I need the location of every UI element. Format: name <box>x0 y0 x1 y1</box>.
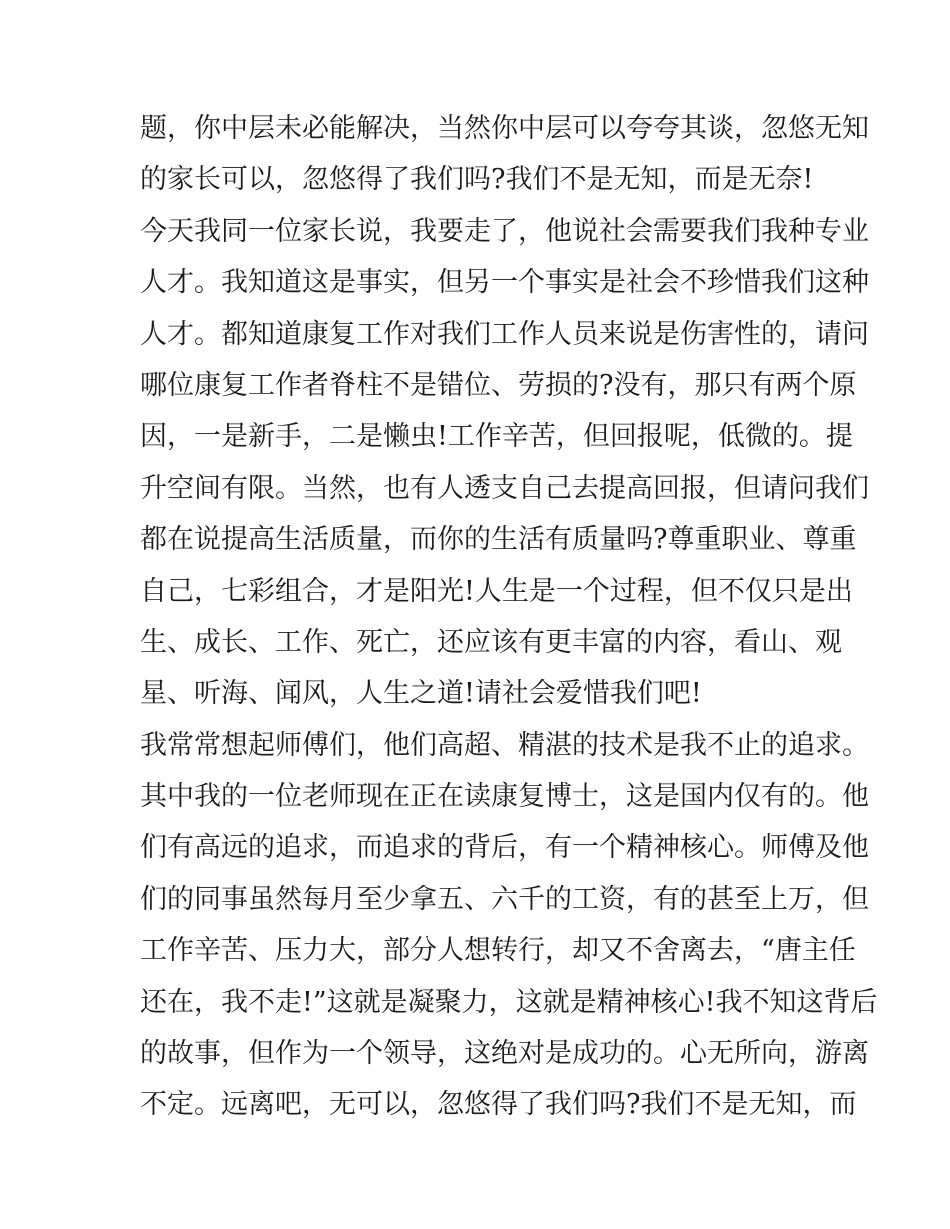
text-line: 今天我同一位家长说，我要走了，他说社会需要我们我种专业 <box>140 215 869 247</box>
text-line: 其中我的一位老师现在正在读康复博士，这是国内仅有的。他 <box>140 781 869 813</box>
body-text <box>140 103 878 1131</box>
text-line: 自己，七彩组合，才是阳光!人生是一个过程，但不仅只是出 <box>140 575 853 607</box>
text-line: 题，你中层未必能解决，当然你中层可以夸夸其谈，忽悠无知 <box>140 113 869 144</box>
text-line: 升空间有限。当然，也有人透支自己去提高回报，但请问我们 <box>140 472 869 504</box>
text-line: 生、成长、工作、死亡，还应该有更丰富的内容，看山、观 <box>140 626 842 658</box>
text-line: 星、听海、闻风，人生之道!请社会爱惜我们吧! <box>140 678 702 710</box>
text-line: 我常常想起师傅们，他们高超、精湛的技术是我不止的追求。 <box>140 729 869 761</box>
text-line: 不定。远离吧，无可以，忽悠得了我们吗?我们不是无知，而 <box>140 1089 857 1121</box>
text-line: 因，一是新手，二是懒虫!工作辛苦，但回报呢，低微的。提 <box>140 421 853 453</box>
text-line: 人才。都知道康复工作对我们工作人员来说是伤害性的，请问 <box>140 318 869 350</box>
text-line: 们有高远的追求，而追求的背后，有一个精神核心。师傅及他 <box>140 832 869 864</box>
text-line: 都在说提高生活质量，而你的生活有质量吗?尊重职业、尊重 <box>140 524 857 556</box>
text-line: 还在，我不走!”这就是凝聚力，这就是精神核心!我不知这背后 <box>140 986 878 1018</box>
text-line: 人才。我知道这是事实，但另一个事实是社会不珍惜我们这种 <box>140 267 869 299</box>
text-line: 的故事，但作为一个领导，这绝对是成功的。心无所向，游离 <box>140 1038 869 1070</box>
text-line: 的家长可以，忽悠得了我们吗?我们不是无知，而是无奈! <box>140 164 814 196</box>
text-line: 们的同事虽然每月至少拿五、六千的工资，有的甚至上万，但 <box>140 883 869 915</box>
text-line: 工作辛苦、压力大，部分人想转行，却又不舍离去，“唐主任 <box>140 935 856 967</box>
text-line: 哪位康复工作者脊柱不是错位、劳损的?没有，那只有两个原 <box>140 369 857 401</box>
